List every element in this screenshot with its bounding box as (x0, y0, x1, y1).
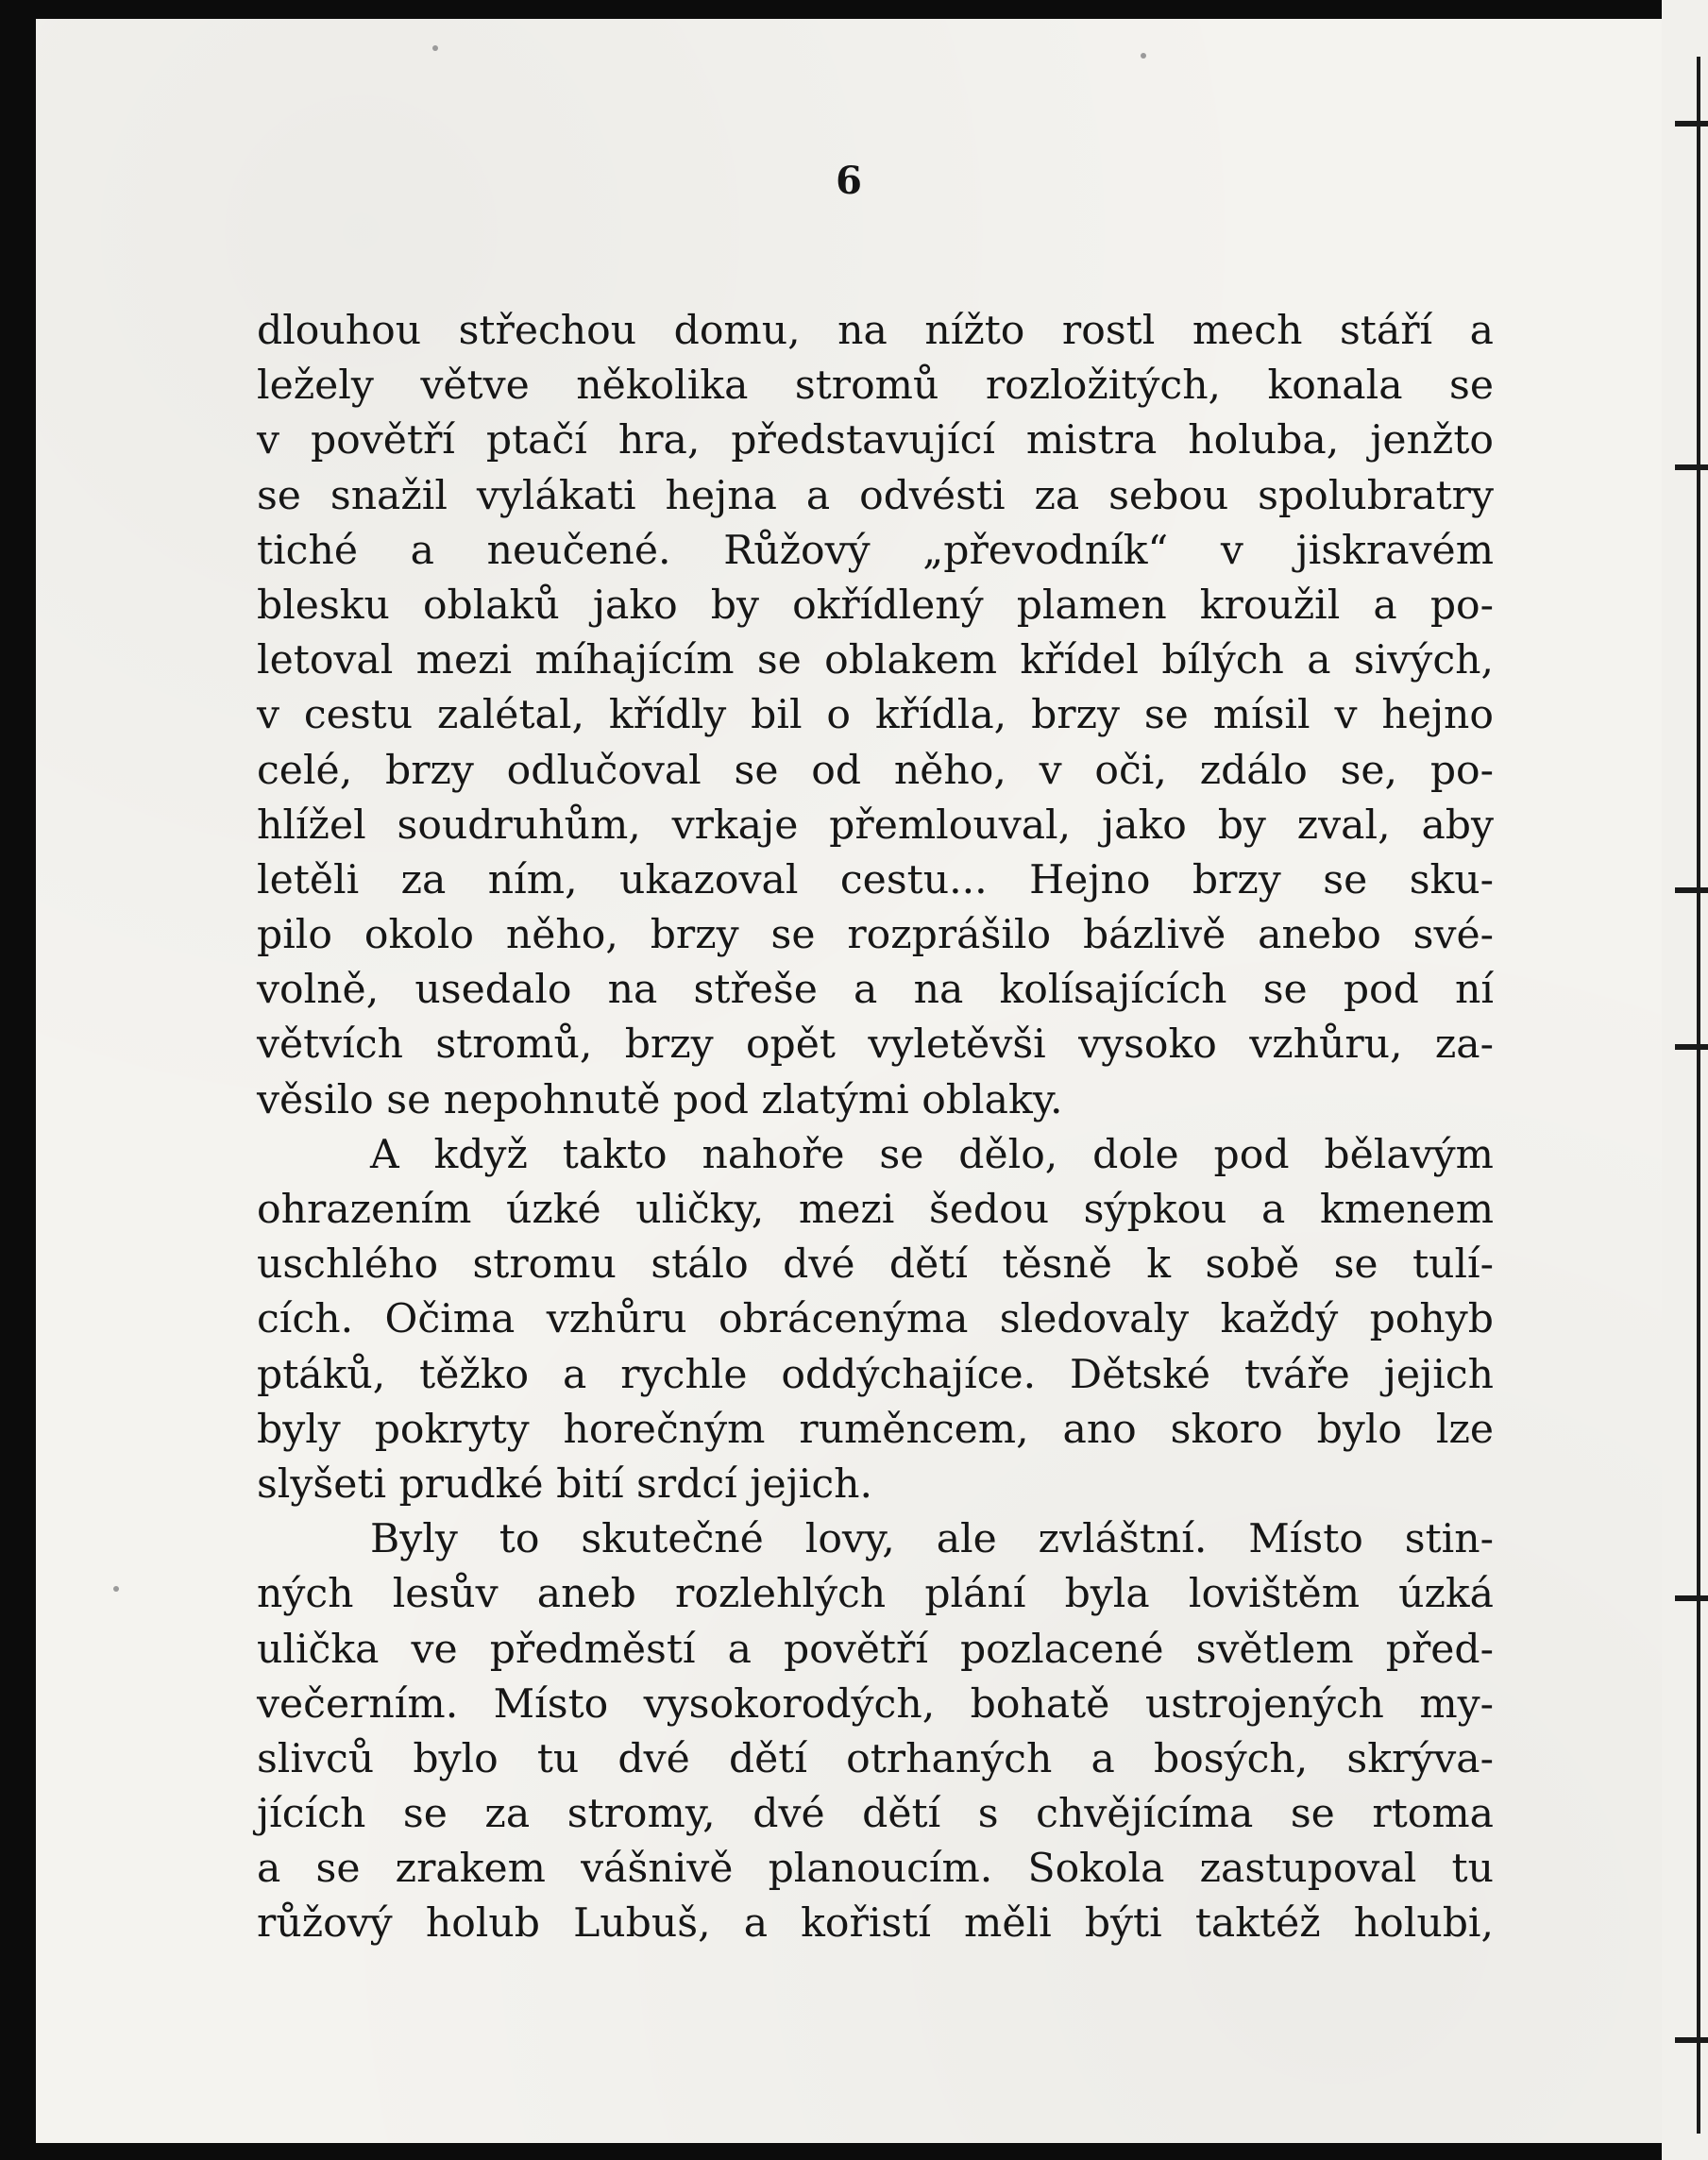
paragraph-end-line: slyšeti prudké bití srdcí jejich. (257, 1460, 873, 1508)
text-line: celé, brzy odlučoval se od něho, v oči, zdálo se, po- (257, 747, 1494, 794)
text-line: volně, usedalo na střeše a na kolísajících se pod ní (257, 967, 1494, 1014)
paragraph-start-line: Byly to skutečné lovy, ale zvláštní. Místo stin- (370, 1516, 1494, 1563)
edge-mark (1675, 121, 1708, 127)
text-line: v cestu zalétal, křídly bil o křídla, brzy se mísil v hejno (257, 692, 1494, 739)
edge-rule (1697, 57, 1700, 2134)
text-line: jících se za stromy, dvé dětí s chvějícíma se rtoma (257, 1791, 1494, 1838)
text-line: večerním. Místo vysokorodých, bohatě ustrojených my- (257, 1680, 1494, 1728)
text-line: ulička ve předměstí a povětří pozlacené světlem před- (257, 1626, 1494, 1673)
paragraph-end-line: věsilo se nepohnutě pod zlatými oblaky. (257, 1076, 1063, 1123)
edge-mark (1675, 464, 1708, 470)
text-line: ležely větve několika stromů rozložitých, konala se (257, 363, 1494, 410)
text-line: v povětří ptačí hra, představující mistra holuba, jenžto (257, 417, 1494, 464)
paper-speck (432, 45, 438, 51)
text-line: letěli za ním, ukazoval cestu... Hejno brzy se sku- (257, 856, 1494, 903)
edge-mark (1675, 887, 1708, 893)
text-line: a se zrakem vášnivě planoucím. Sokola zastupoval tu (257, 1846, 1494, 1893)
text-line: byly pokryty horečným ruměncem, ano skoro bylo lze (257, 1406, 1494, 1453)
paper-speck (113, 1586, 119, 1592)
paragraph-start-line: A když takto nahoře se dělo, dole pod bělavým (370, 1131, 1494, 1178)
text-line: letoval mezi míhajícím se oblakem křídel bílých a sivých, (257, 637, 1494, 684)
text-line: blesku oblaků jako by okřídlený plamen kroužil a po- (257, 582, 1494, 629)
text-line: ptáků, těžko a rychle oddýchajíce. Dětské tváře jejich (257, 1351, 1494, 1398)
text-line: uschlého stromu stálo dvé dětí těsně k sobě se tulí- (257, 1241, 1494, 1289)
text-line: pilo okolo něho, brzy se rozprášilo bázlivě anebo své- (257, 912, 1494, 959)
text-line: tiché a neučené. Růžový „převodník“ v jiskravém (257, 527, 1494, 574)
edge-mark (1675, 2037, 1708, 2043)
edge-mark (1675, 1595, 1708, 1601)
text-line: ohrazením úzké uličky, mezi šedou sýpkou a kmenem (257, 1187, 1494, 1233)
text-line: hlížel soudruhům, vrkaje přemlouval, jako by zval, aby (257, 802, 1494, 849)
book-page (36, 19, 1662, 2143)
page-number: 6 (836, 159, 862, 203)
text-line: cích. Očima vzhůru obrácenýma sledovaly každý pohyb (257, 1296, 1494, 1343)
text-line: větvích stromů, brzy opět vyletěvši vysoko vzhůru, za- (257, 1021, 1494, 1069)
text-line: dlouhou střechou domu, na nížto rostl mech stáří a (257, 308, 1494, 354)
text-line: se snažil vylákati hejna a odvésti za sebou spolubratry (257, 472, 1494, 519)
text-line: ných lesův aneb rozlehlých plání byla lovištěm úzká (257, 1571, 1494, 1618)
text-line: slivců bylo tu dvé dětí otrhaných a bosých, skrýva- (257, 1735, 1494, 1782)
paper-speck (1141, 53, 1146, 59)
text-line: růžový holub Lubuš, a kořistí měli býti taktéž holubi, (257, 1900, 1494, 1948)
body-text (257, 304, 1494, 1952)
edge-mark (1675, 1044, 1708, 1050)
adjacent-page-edge (1662, 0, 1708, 2160)
